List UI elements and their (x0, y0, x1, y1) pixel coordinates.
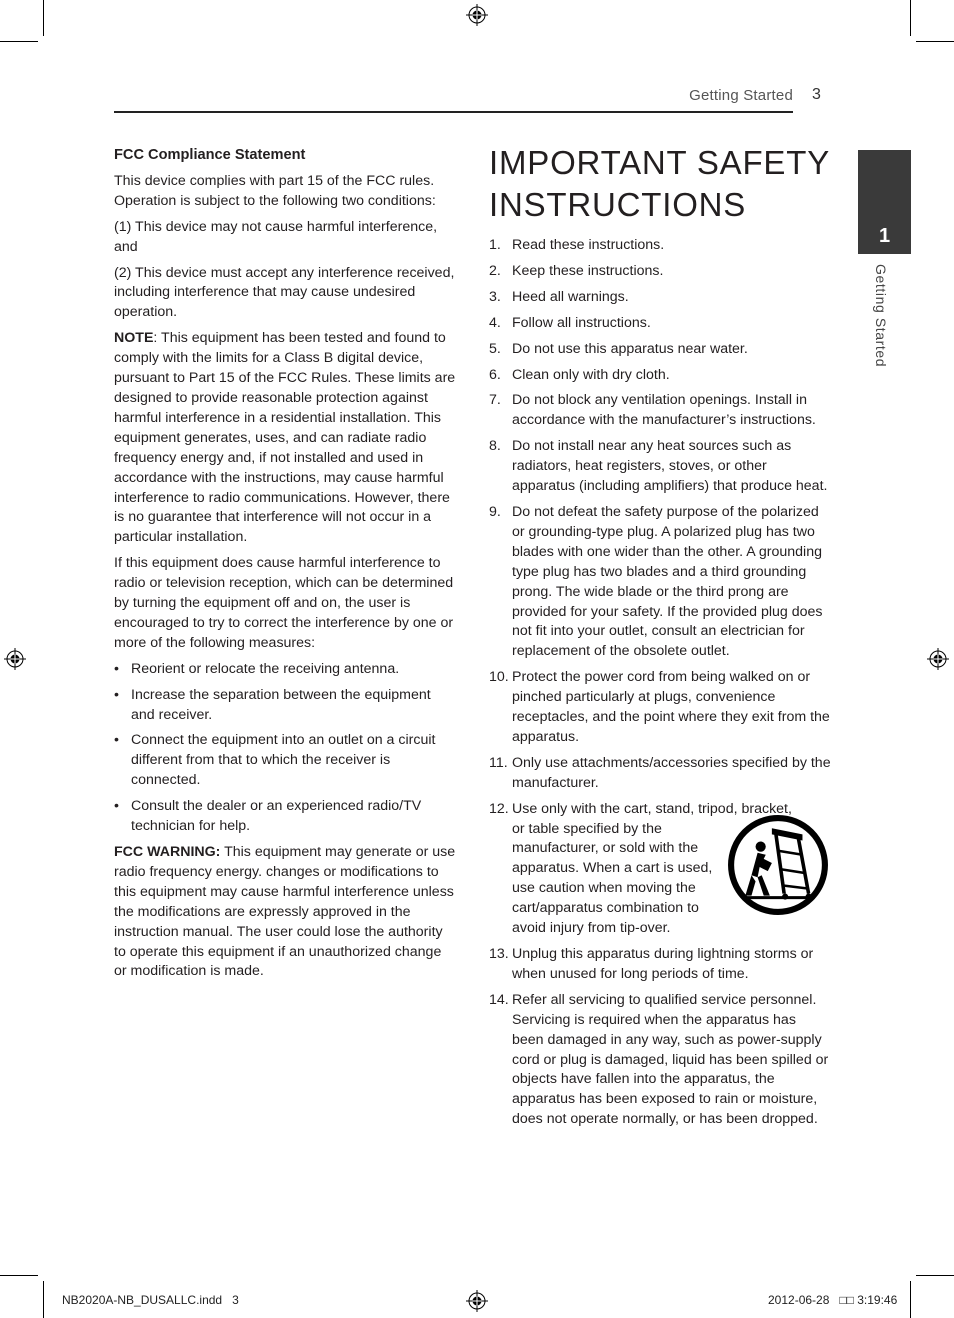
crop-mark (916, 1275, 954, 1276)
list-item-text: Increase the separation between the equipment and receiver. (131, 686, 431, 723)
fcc-section (114, 146, 456, 988)
safety-list (489, 236, 831, 1130)
page-number: 3 (812, 86, 821, 103)
running-header-title: Getting Started (689, 87, 793, 104)
item-text: Keep these instructions. (512, 262, 664, 279)
item-number: 2. (489, 262, 501, 279)
fcc-heading: FCC Compliance Statement (114, 147, 306, 163)
list-item (489, 262, 831, 282)
item-text: Heed all warnings. (512, 288, 629, 305)
list-item (489, 945, 831, 985)
item-number: 3. (489, 288, 501, 305)
list-item (114, 660, 456, 680)
crosshair-registration-icon (4, 648, 26, 670)
footer-timestamp: 2012-06-28 □□ 3:19:46 (768, 1293, 898, 1307)
warning-label: FCC WARNING: (114, 844, 221, 860)
list-item (489, 366, 831, 386)
list-item (489, 800, 831, 939)
item-number: 10. (489, 669, 509, 686)
footer-file-name: NB2020A-NB_DUSALLC.indd 3 (62, 1293, 239, 1307)
bullet: • (114, 686, 119, 703)
chapter-tab-number: 1 (878, 225, 891, 247)
item-text: Only use attachments/accessories specified by the manufacturer. (512, 754, 831, 791)
crop-mark (0, 1275, 38, 1276)
crop-mark (0, 41, 38, 42)
item-text: Do not install near any heat sources such as radiators, heat registers, stoves, or other apparatus (including amplifiers) that produce heat. (512, 438, 828, 495)
item-text: Follow all instructions. (512, 314, 651, 331)
crop-mark (43, 1281, 44, 1318)
crosshair-registration-icon (466, 1290, 488, 1312)
item-number: 9. (489, 503, 501, 520)
list-item (489, 503, 831, 662)
list-item-text: Reorient or relocate the receiving antenna. (131, 660, 400, 677)
list-item-text: Connect the equipment into an outlet on a circuit different from that to which the receiver is connected. (131, 732, 436, 789)
list-item (489, 668, 831, 748)
bullet: • (114, 798, 119, 815)
fcc-condition-1: (1) This device may not cause harmful interference, and (114, 218, 438, 255)
cart-tip-over-warning-icon (727, 814, 829, 916)
chapter-tab (858, 150, 911, 254)
item-text: Protect the power cord from being walked on or pinched particularly at plugs, convenience receptacles, and the point where they exit from the apparatus. (512, 669, 830, 745)
crosshair-registration-icon (466, 4, 488, 26)
note-text: : This equipment has been tested and found to comply with the limits for a Class B digital device, pursuant to Part 15 of the FCC Rules. These limits are designed to provide reasonable protection against harmful interference in a residential installation. This equipment generates, uses, and can radiate radio frequency energy and, if not installed and used in accordance with the instructions, may cause harmful interference to radio communications. However, there is no guarantee that interference will not occur in a particular installation. (114, 330, 456, 546)
crop-mark (910, 0, 911, 36)
list-item (489, 391, 831, 431)
item-text: Clean only with dry cloth. (512, 366, 670, 383)
crosshair-registration-icon (927, 648, 949, 670)
fcc-warning (114, 843, 456, 982)
item-number: 11. (489, 754, 508, 771)
item-text: Unplug this apparatus during lightning storms or when unused for long periods of time. (512, 946, 814, 982)
list-item (489, 754, 831, 794)
warning-text: This equipment may generate or use radio frequency energy. changes or modifications to this equipment may cause harmful interference unless the modifications are expressly approved in the instruction manual. The user could lose the authority to operate this equipment if an unauthorized change or modification is made. (114, 844, 456, 980)
list-item (489, 314, 831, 334)
item-number: 8. (489, 438, 501, 455)
note-label: NOTE (114, 330, 154, 347)
item-number: 6. (489, 366, 501, 383)
list-item (489, 340, 831, 360)
item-text: Refer all servicing to qualified service personnel. Servicing is required when the apparatus has been damaged in any way, such as power-supply cord or plug is damaged, liquid has been spilled or objects have fallen into the apparatus, the apparatus has been exposed to rain or moisture, does not operate normally, or has been dropped. (512, 991, 829, 1128)
chapter-tab-label: Getting Started (873, 264, 889, 368)
fcc-note (114, 329, 456, 548)
safety-title: IMPORTANT SAFETY INSTRUCTIONS (489, 144, 830, 223)
item-text: Use only with the cart, stand, tripod, bracket, (512, 800, 792, 817)
crop-mark (916, 41, 954, 42)
item-number: 12. (489, 800, 509, 817)
header-rule (114, 111, 793, 113)
bullet: • (114, 732, 119, 749)
fcc-measures-list (114, 660, 456, 837)
list-item (114, 797, 456, 837)
list-item (489, 288, 831, 308)
safety-section (489, 142, 831, 1136)
item-text: Do not defeat the safety purpose of the polarized or grounding-type plug. A polarized plug has two blades with one wider than the other. A grounding type plug has two blades and a third grounding prong. The wide blade or the third prong are provided for your safety. If the provided plug does not fit into your outlet, consult an electrician for replacement of the obsolete outlet. (512, 503, 823, 660)
list-item (489, 437, 831, 497)
list-item (489, 236, 831, 256)
item-number: 4. (489, 314, 501, 331)
crop-mark (910, 1281, 911, 1318)
fcc-measures-intro: If this equipment does cause harmful interference to radio or television reception, which can be determined by turning the equipment off and on, the user is encouraged to try to correct the interference by one or more of the following measures: (114, 555, 454, 651)
list-item-text: Consult the dealer or an experienced radio/TV technician for help. (131, 798, 422, 835)
item-text: Do not block any ventilation openings. Install in accordance with the manufacturer’s instructions. (512, 392, 816, 429)
fcc-intro: This device complies with part 15 of the FCC rules. Operation is subject to the following two conditions: (114, 172, 436, 209)
list-item (489, 991, 831, 1130)
item-text: Do not use this apparatus near water. (512, 340, 748, 357)
item-number: 13. (489, 946, 509, 962)
fcc-condition-2: (2) This device must accept any interference received, including interference that may cause undesired operation. (114, 264, 455, 321)
item-text: Read these instructions. (512, 237, 665, 253)
crop-mark (43, 0, 44, 36)
bullet: • (114, 660, 119, 677)
item-number: 1. (489, 237, 501, 253)
item-number: 5. (489, 340, 501, 357)
list-item (114, 731, 456, 791)
item-number: 7. (489, 392, 501, 409)
item-number: 14. (489, 991, 509, 1008)
item-text: or table specified by the manufacturer, or sold with the apparatus. When a cart is used, use caution when moving the cart/apparatus combination to avoid injury from tip-over. (512, 820, 713, 937)
list-item (114, 686, 456, 726)
